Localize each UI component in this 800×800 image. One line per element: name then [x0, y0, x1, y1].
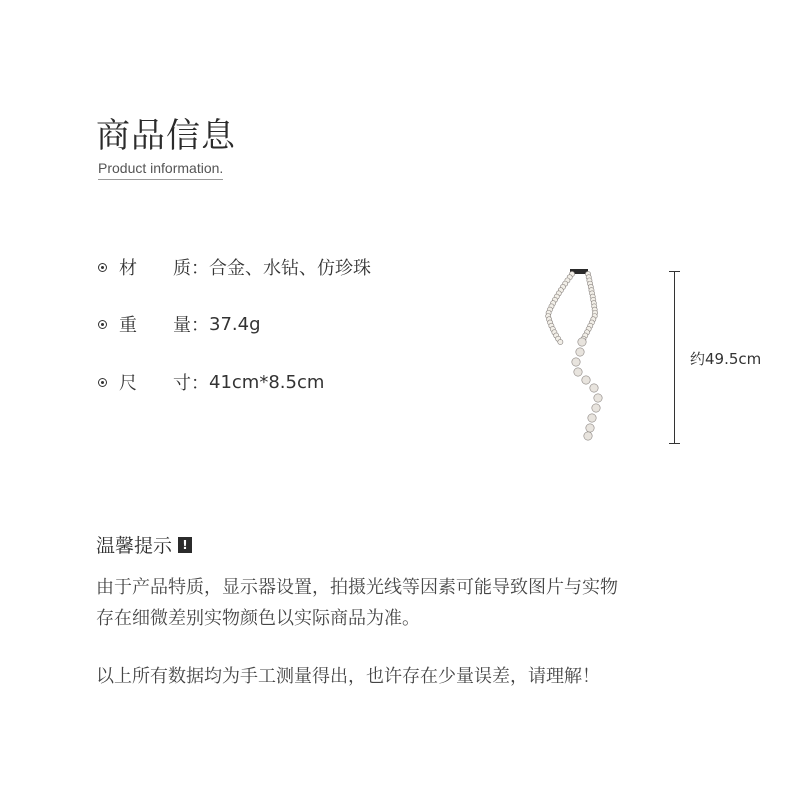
page-title: 商品信息 — [96, 116, 236, 156]
spec-row-material — [98, 254, 371, 280]
spec-key-first: 重 — [119, 315, 137, 336]
spec-row-size — [98, 369, 324, 395]
crystal-stone — [578, 338, 586, 346]
bullet-icon — [98, 263, 107, 272]
spec-key-first: 材 — [119, 258, 137, 279]
spec-key-second: 寸： — [173, 373, 209, 394]
page-subtitle: Product information. — [98, 160, 223, 180]
spec-value: 41cm*8.5cm — [209, 371, 325, 393]
crystal-stone — [594, 394, 602, 402]
bullet-icon — [98, 320, 107, 329]
dimension-cap-bottom — [669, 443, 680, 444]
spec-key-first: 尺 — [119, 373, 137, 394]
necklace-illustration — [546, 269, 603, 440]
spec-row-weight — [98, 311, 261, 337]
notice-line: 由于产品特质，显示器设置，拍摄光线等因素可能导致图片与实物 — [96, 577, 618, 598]
notice-title-text: 温馨提示 — [96, 535, 173, 557]
notice-line: 以上所有数据均为手工测量得出，也许存在少量误差，请理解！ — [96, 666, 600, 687]
spec-value: 合金、水钻、仿珍珠 — [209, 258, 371, 279]
pearl-bead — [558, 339, 563, 344]
crystal-stone — [582, 376, 590, 384]
spec-value: 37.4g — [209, 313, 261, 335]
spec-key-second: 质： — [173, 258, 209, 279]
crystal-stone — [574, 368, 582, 376]
dimension-cap-top — [669, 271, 680, 272]
necklace-product-image — [530, 262, 630, 452]
crystal-stone — [572, 358, 580, 366]
notice-title — [96, 531, 192, 558]
crystal-stone — [576, 348, 584, 356]
crystal-stone — [584, 432, 592, 440]
notice-line: 存在细微差别实物颜色以实际商品为准。 — [96, 608, 420, 629]
spec-key-second: 量： — [173, 315, 209, 336]
crystal-stone — [592, 404, 600, 412]
exclamation-icon: ! — [178, 537, 192, 553]
crystal-stone — [590, 384, 598, 392]
bullet-icon — [98, 378, 107, 387]
crystal-stone — [586, 424, 594, 432]
dimension-line — [674, 271, 675, 443]
crystal-stone — [588, 414, 596, 422]
dimension-label: 约49.5cm — [690, 350, 762, 368]
